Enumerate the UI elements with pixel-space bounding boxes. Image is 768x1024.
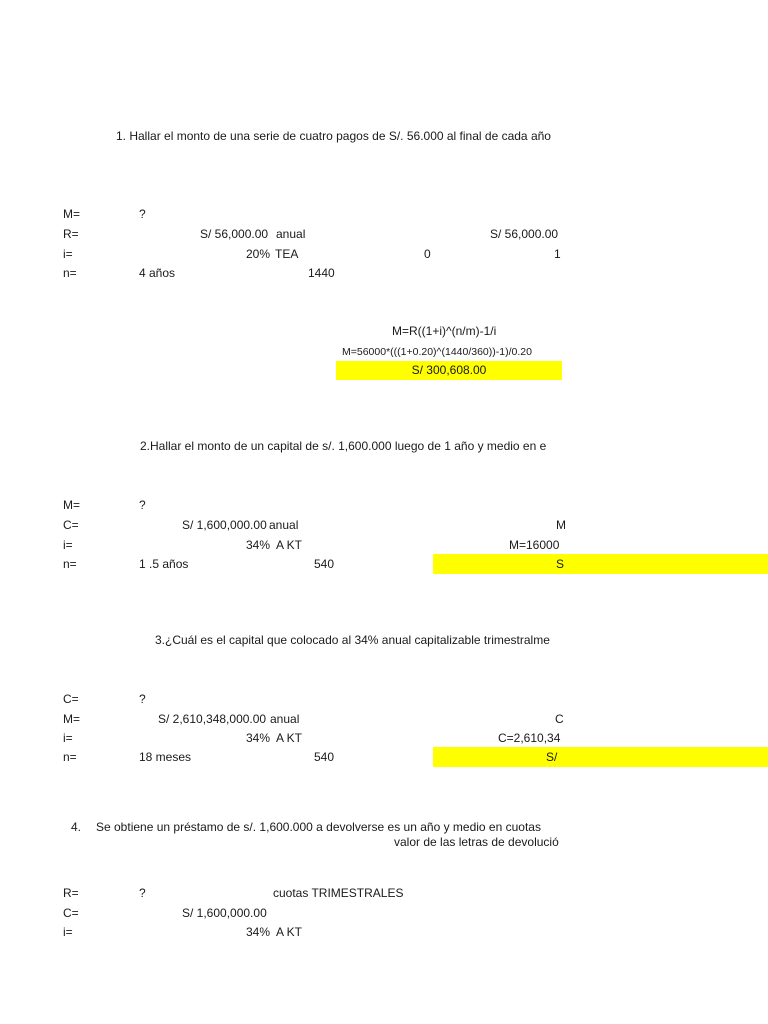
problem-4-title: Se obtiene un préstamo de s/. 1,600.000 a devolverse es un año y medio en cuotas [96, 820, 541, 834]
p4-r-note: cuotas TRIMESTRALES [273, 886, 404, 900]
p4-r-value: ? [139, 886, 146, 900]
p3-c-value: ? [139, 692, 146, 706]
p1-formula-substituted: M=56000*(((1+0.20)^(1440/360))-1)/0.20 [342, 346, 532, 358]
p4-c-label: C= [63, 906, 79, 920]
p3-result-partial: S/ [546, 750, 558, 764]
p3-i-unit: A KT [276, 731, 303, 745]
p1-r-right: S/ 56,000.00 [490, 227, 559, 241]
p4-i-unit: A KT [276, 925, 303, 939]
p1-i-unit: TEA [275, 247, 299, 261]
p3-n-value: 18 meses [139, 750, 192, 764]
p2-n-value: 1 .5 años [139, 557, 189, 571]
p2-m-label: M= [63, 498, 81, 512]
p4-c-value: S/ 1,600,000.00 [182, 906, 267, 920]
problem-4-title-line2: valor de las letras de devolució [394, 835, 559, 849]
p3-i-label: i= [63, 731, 73, 745]
p2-c-value: S/ 1,600,000.00 [182, 518, 267, 532]
p1-formula: M=R((1+i)^(n/m)-1/i [392, 324, 497, 338]
p2-c-right: M [556, 518, 566, 532]
problem-3-title: 3.¿Cuál es el capital que colocado al 34% anual capitalizable trimestralme [155, 633, 550, 647]
p1-r-value: S/ 56,000.00 [200, 227, 269, 241]
p4-r-label: R= [63, 886, 79, 900]
p3-m-unit: anual [270, 712, 300, 726]
p1-result: S/ 300,608.00 [411, 363, 487, 377]
p2-i-label: i= [63, 538, 73, 552]
p2-result-partial: S [556, 557, 565, 571]
p1-n-days: 1440 [308, 266, 335, 280]
p2-m-value: ? [139, 498, 146, 512]
p1-i-label: i= [63, 247, 73, 261]
p2-c-unit: anual [269, 518, 299, 532]
p2-i-value: 34% [246, 538, 271, 552]
p2-i-unit: A KT [276, 538, 303, 552]
problem-1-title: 1. Hallar el monto de una serie de cuatro pagos de S/. 56.000 al final de cada año [116, 129, 551, 143]
p1-i-value: 20% [246, 247, 271, 261]
problem-4-number: 4. [71, 820, 82, 834]
p3-m-label: M= [63, 712, 81, 726]
p2-c-label: C= [63, 518, 79, 532]
p1-timeline-1: 1 [554, 247, 561, 261]
p3-c-label: C= [63, 692, 79, 706]
p1-m-value: ? [139, 207, 146, 221]
p4-i-value: 34% [246, 925, 271, 939]
p3-i-value: 34% [246, 731, 271, 745]
p1-n-label: n= [63, 266, 77, 280]
p3-m-right: C [555, 712, 564, 726]
p2-i-right: M=16000 [509, 538, 560, 552]
p2-n-label: n= [63, 557, 77, 571]
p3-n-days: 540 [314, 750, 335, 764]
p1-n-value: 4 años [139, 266, 176, 280]
p3-result-highlight [433, 747, 768, 767]
problem-2-title: 2.Hallar el monto de un capital de s/. 1,600.000 luego de 1 año y medio en e [140, 439, 547, 453]
p3-m-value: S/ 2,610,348,000.00 [158, 712, 267, 726]
p2-result-highlight [433, 554, 768, 574]
p1-m-label: M= [63, 207, 81, 221]
p3-i-right: C=2,610,34 [498, 731, 561, 745]
p2-n-days: 540 [314, 557, 335, 571]
p3-n-label: n= [63, 750, 77, 764]
p1-r-label: R= [63, 227, 79, 241]
p1-r-unit: anual [276, 227, 306, 241]
p1-timeline-0: 0 [424, 247, 431, 261]
p4-i-label: i= [63, 925, 73, 939]
